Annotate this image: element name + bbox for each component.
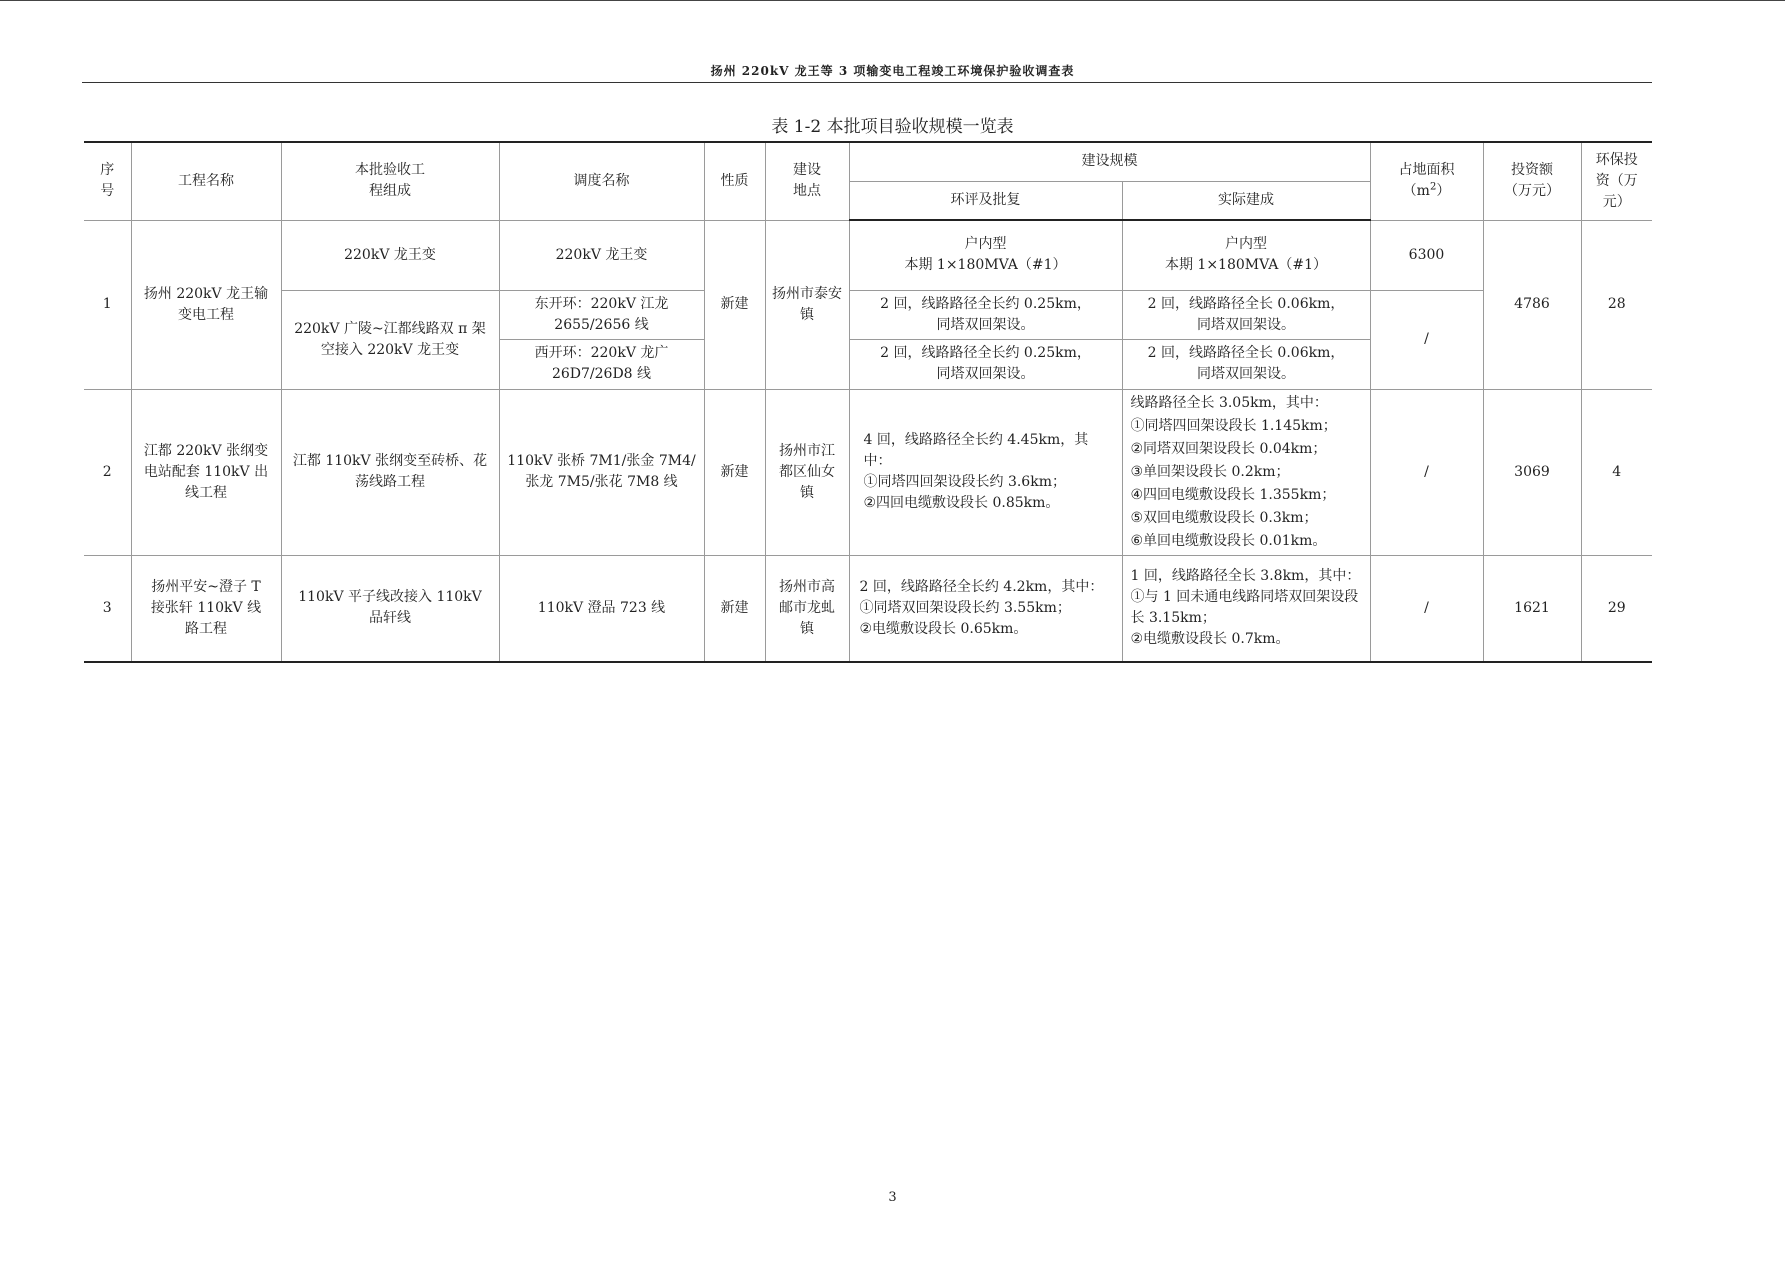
table-row [84,290,1652,339]
cell-area: 6300 [1370,220,1483,290]
col-header-investment: 投资额（万元） [1483,142,1581,220]
acceptance-scale-table [84,141,1652,663]
cell-component: 110kV 平子线改接入 110kV 品轩线 [281,555,499,662]
col-header-scale-eia: 环评及批复 [849,181,1122,220]
col-header-location: 建设地点 [765,142,849,220]
table-title: 表 1-2 本批项目验收规模一览表 [771,117,1014,137]
cell-eia: 2 回，线路路径全长约 4.2km，其中： ①同塔双回架设段长约 3.55km； ②电缆敷设段长 0.65km。 [849,555,1122,662]
cell-actual: 户内型 本期 1×180MVA（#1） [1122,220,1370,290]
cell-env-investment: 28 [1581,220,1652,389]
cell-actual: 2 回，线路路径全长 0.06km，同塔双回架设。 [1122,290,1370,339]
cell-component: 220kV 龙王变 [281,220,499,290]
col-header-project-name: 工程名称 [131,142,281,220]
cell-actual: 线路路径全长 3.05km，其中： ①同塔四回架设段长 1.145km； ②同塔双回架设段长 0.04km； ③单回架设段长 0.2km； ④四回电缆敷设段长 1.355km； ⑤双回电缆敷设段长 0.3km； ⑥单回电缆敷设段长 0.01km。 [1122,389,1370,555]
cell-nature: 新建 [704,389,765,555]
area-label: 占地面积（m [1398,162,1455,200]
col-header-area [1370,142,1483,220]
cell-project-name: 扬州 220kV 龙王输变电工程 [131,220,281,389]
col-header-components: 本批验收工程组成 [281,142,499,220]
cell-investment: 1621 [1483,555,1581,662]
cell-dispatch: 220kV 龙王变 [499,220,704,290]
cell-eia: 4 回，线路路径全长约 4.45km，其中： ①同塔四回架设段长约 3.6km； ②四回电缆敷设段长 0.85km。 [849,389,1122,555]
cell-investment: 3069 [1483,389,1581,555]
cell-component: 江都 110kV 张纲变至砖桥、花荡线路工程 [281,389,499,555]
cell-dispatch: 东开环：220kV 江龙 2655/2656 线 [499,290,704,339]
col-header-nature: 性质 [704,142,765,220]
cell-actual: 2 回，线路路径全长 0.06km，同塔双回架设。 [1122,339,1370,389]
area-sup: 2 [1429,181,1437,193]
cell-area: / [1370,389,1483,555]
cell-eia: 2 回，线路路径全长约 0.25km，同塔双回架设。 [849,339,1122,389]
cell-dispatch: 西开环：220kV 龙广 26D7/26D8 线 [499,339,704,389]
cell-no: 1 [84,220,131,389]
cell-no: 2 [84,389,131,555]
cell-actual: 1 回，线路路径全长 3.8km，其中： ①与 1 回未通电线路同塔双回架设段长 3.15km； ②电缆敷设段长 0.7km。 [1122,555,1370,662]
header-rule [82,82,1652,83]
cell-nature: 新建 [704,220,765,389]
cell-location: 扬州市高邮市龙虬镇 [765,555,849,662]
cell-project-name: 江都 220kV 张纲变电站配套 110kV 出线工程 [131,389,281,555]
table-row [84,389,1652,555]
cell-env-investment: 29 [1581,555,1652,662]
table-row [84,555,1652,662]
col-header-scale-actual: 实际建成 [1122,181,1370,220]
cell-investment: 4786 [1483,220,1581,389]
table-row [84,220,1652,290]
cell-area: / [1370,290,1483,389]
document-header: 扬州 220kV 龙王等 3 项输变电工程竣工环境保护验收调查表 [710,64,1075,78]
top-border-line [0,0,1785,1]
cell-eia: 户内型 本期 1×180MVA（#1） [849,220,1122,290]
cell-env-investment: 4 [1581,389,1652,555]
page-number: 3 [888,1190,897,1205]
cell-project-name: 扬州平安~澄子 T 接张轩 110kV 线路工程 [131,555,281,662]
col-header-env-investment: 环保投资（万元） [1581,142,1652,220]
col-header-no: 序号 [84,142,131,220]
cell-dispatch: 110kV 澄品 723 线 [499,555,704,662]
col-header-dispatch-name: 调度名称 [499,142,704,220]
cell-nature: 新建 [704,555,765,662]
cell-eia: 2 回，线路路径全长约 0.25km，同塔双回架设。 [849,290,1122,339]
cell-component: 220kV 广陵~江都线路双 π 架空接入 220kV 龙王变 [281,290,499,389]
area-close: ） [1436,183,1451,200]
cell-area: / [1370,555,1483,662]
cell-location: 扬州市泰安镇 [765,220,849,389]
cell-dispatch: 110kV 张桥 7M1/张金 7M4/张龙 7M5/张花 7M8 线 [499,389,704,555]
cell-location: 扬州市江都区仙女镇 [765,389,849,555]
header-row-1 [84,142,1652,181]
col-header-scale: 建设规模 [849,142,1370,181]
cell-no: 3 [84,555,131,662]
